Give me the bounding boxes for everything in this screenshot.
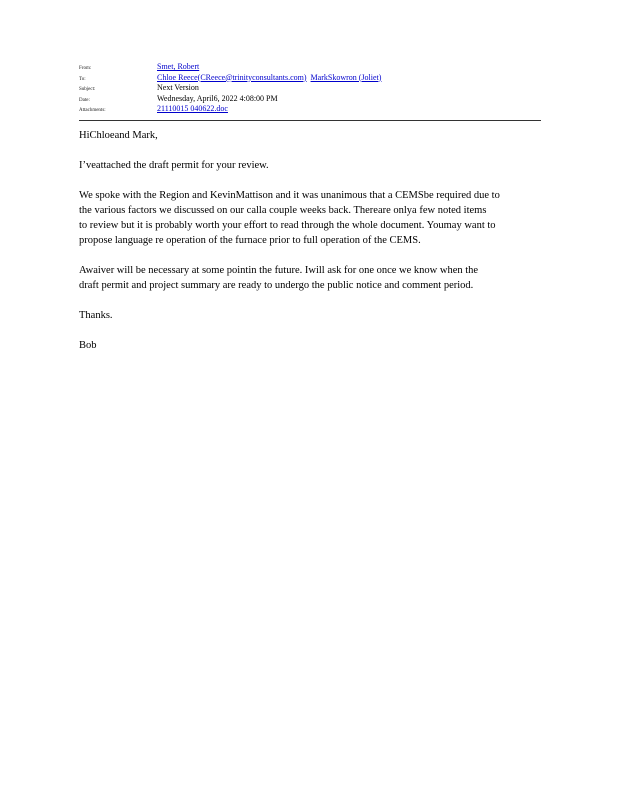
header-divider: [79, 120, 541, 121]
attachments-label: Attachments:: [79, 108, 106, 113]
attachments-row: [79, 104, 541, 115]
paragraph-line: We spoke with the Region and KevinMattison and it was unanimous that a CEMSbe required due to: [79, 189, 500, 201]
to-label: To:: [79, 76, 86, 82]
paragraph-line: Awaiver will be necessary at some pointin the future. Iwill ask for one once we know when the: [79, 265, 479, 276]
to-row: [79, 73, 541, 84]
body-paragraph-3: [79, 263, 544, 293]
paragraph-line: to review but it is probably worth your effort to read through the whole document. Youmay want to: [79, 220, 496, 231]
date-row: [79, 94, 541, 105]
attachment-link[interactable]: 21110015 040622.doc: [157, 104, 228, 113]
greeting: HiChloeand Mark,: [79, 130, 158, 141]
to-recipient-link[interactable]: MarkSkowron (Joliet): [310, 72, 382, 82]
from-row: [79, 62, 541, 73]
from-label: From:: [79, 66, 92, 71]
paragraph-line: propose language re operation of the furnace prior to full operation of the CEMS.: [79, 235, 421, 247]
body-paragraph-1: I’veattached the draft permit for your review.: [79, 159, 269, 171]
email-header: [79, 62, 541, 115]
closing: Thanks.: [79, 310, 113, 321]
subject-value: Next Version: [157, 83, 199, 92]
to-recipient-link[interactable]: Chloe Reece(CReece@trinityconsultants.com): [157, 72, 307, 82]
signature: Bob: [79, 339, 97, 351]
paragraph-line: draft permit and project summary are ready to undergo the public notice and comment period.: [79, 280, 474, 292]
paragraph-line: the various factors we discussed on our calla couple weeks back. Thereare onlya few noted items: [79, 204, 487, 216]
from-link[interactable]: Smet, Robert: [157, 62, 200, 71]
body-paragraph-2: [79, 188, 544, 249]
email-body: [79, 128, 544, 368]
subject-label: Subject:: [79, 87, 96, 92]
date-value: Wednesday, April6, 2022 4:08:00 PM: [157, 93, 278, 103]
subject-row: [79, 83, 541, 94]
date-label: Date:: [79, 97, 90, 103]
